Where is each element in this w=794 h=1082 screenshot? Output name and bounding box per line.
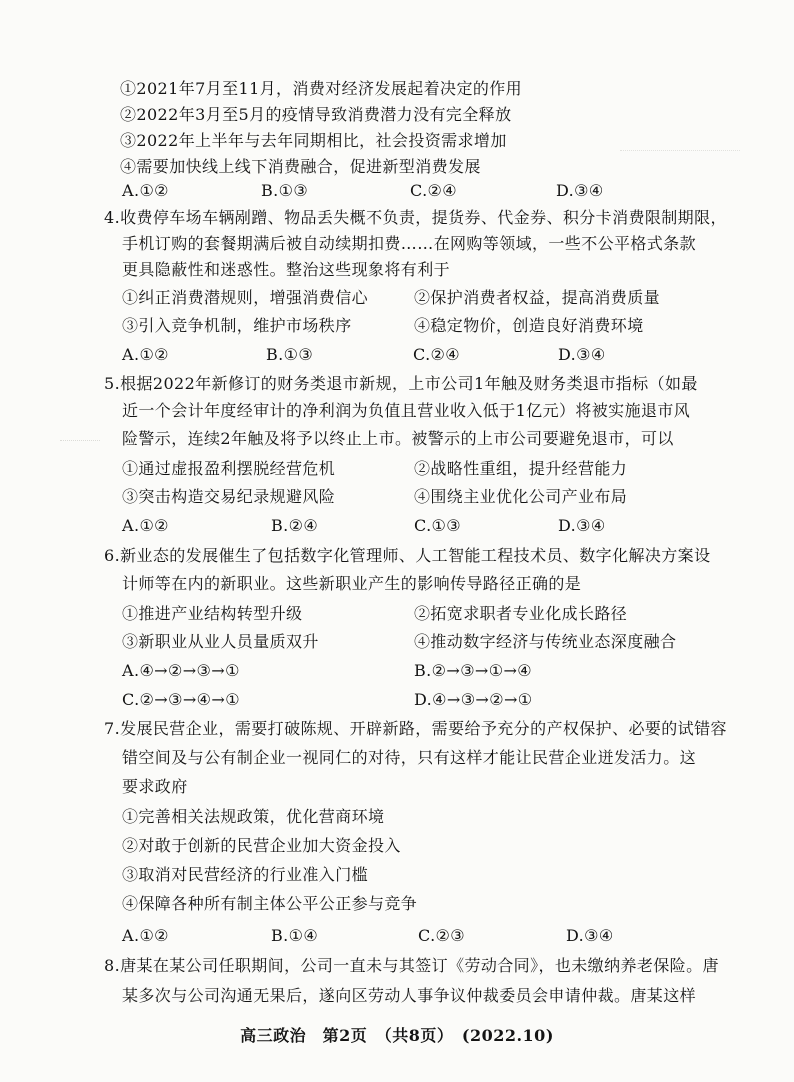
q7-item-3: ③取消对民营经济的行业准入门槛 [122, 865, 369, 884]
choice-b: B.②→③→①→④ [414, 661, 533, 680]
q4-item-1: ①纠正消费潜规则，增强消费信心 [122, 288, 369, 307]
bleed-through-mark [60, 440, 100, 451]
q5-stem-line-2: 近一个会计年度经审计的净利润为负值且营业收入低于1亿元）将被实施退市风 [122, 401, 691, 420]
q3-item-4: ④需要加快线上线下消费融合，促进新型消费发展 [120, 157, 481, 176]
choice-c: C.②③ [418, 926, 466, 945]
q7-stem-line-1: 7.发展民营企业，需要打破陈规、开辟新路，需要给予充分的产权保护、必要的试错容 [104, 719, 727, 738]
choice-a: A.①② [122, 345, 169, 364]
choice-d: D.③④ [558, 516, 606, 535]
choice-a: A.①② [122, 516, 169, 535]
choice-a: A.④→②→③→① [122, 661, 240, 680]
q5-stem-line-3: 险警示，连续2年触及将予以终止上市。被警示的上市公司要避免退市，可以 [122, 429, 674, 448]
choice-a: A.①② [122, 181, 169, 200]
q3-item-3: ③2022年上半年与去年同期相比，社会投资需求增加 [120, 131, 507, 150]
q6-stem-line-1: 6.新业态的发展催生了包括数字化管理师、人工智能工程技术员、数字化解决方案设 [104, 546, 711, 565]
q7-stem-line-3: 要求政府 [122, 777, 188, 796]
choice-c: C.②④ [410, 181, 458, 200]
choice-c: C.②→③→④→① [122, 690, 240, 709]
q5-stem-line-1: 5.根据2022年新修订的财务类退市新规，上市公司1年触及财务类退市指标（如最 [104, 374, 698, 393]
q6-item-3: ③新职业从业人员量质双升 [122, 632, 319, 651]
q5-item-4: ④围绕主业优化公司产业布局 [414, 487, 628, 506]
q4-item-4: ④稳定物价，创造良好消费环境 [414, 316, 644, 335]
q4-item-3: ③引入竞争机制，维护市场秩序 [122, 316, 352, 335]
choice-d: D.③④ [566, 926, 614, 945]
q4-stem-line-2: 手机订购的套餐期满后被自动续期扣费……在网购等领域，一些不公平格式条款 [122, 234, 697, 253]
q7-item-2: ②对敢于创新的民营企业加大资金投入 [122, 836, 401, 855]
choice-b: B.②④ [271, 516, 319, 535]
choice-b: B.①③ [261, 181, 309, 200]
q7-item-1: ①完善相关法规政策，优化营商环境 [122, 807, 385, 826]
choice-d: D.③④ [556, 181, 604, 200]
q8-stem-line-2: 某多次与公司沟通无果后，遂向区劳动人事争议仲裁委员会申请仲裁。唐某这样 [122, 986, 697, 1005]
q6-item-1: ①推进产业结构转型升级 [122, 604, 303, 623]
choice-a: A.①② [122, 926, 169, 945]
q4-stem-line-3: 更具隐蔽性和迷惑性。整治这些现象将有利于 [122, 260, 451, 279]
q4-item-2: ②保护消费者权益，提高消费质量 [414, 288, 661, 307]
bleed-through-mark [620, 150, 740, 161]
q5-item-1: ①通过虚报盈利摆脱经营危机 [122, 459, 336, 478]
q5-item-2: ②战略性重组，提升经营能力 [414, 459, 628, 478]
q7-stem-line-2: 错空间及与公有制企业一视同仁的对待，只有这样才能让民营企业迸发活力。这 [122, 748, 697, 767]
choice-d: D.④→③→②→① [414, 690, 533, 709]
choice-d: D.③④ [558, 345, 606, 364]
choice-b: B.①③ [266, 345, 314, 364]
q3-item-1: ①2021年7月至11月，消费对经济发展起着决定的作用 [120, 79, 523, 98]
q8-stem-line-1: 8.唐某在某公司任职期间，公司一直未与其签订《劳动合同》，也未缴纳养老保险。唐 [104, 956, 719, 975]
q5-item-3: ③突击构造交易纪录规避风险 [122, 487, 336, 506]
q6-stem-line-2: 计师等在内的新职业。这些新职业产生的影响传导路径正确的是 [122, 574, 582, 593]
choice-b: B.①④ [271, 926, 319, 945]
page-footer: 高三政治 第2页 （共8页） (2022.10) [240, 1026, 554, 1045]
choice-c: C.②④ [413, 345, 461, 364]
choice-c: C.①③ [414, 516, 462, 535]
q7-item-4: ④保障各种所有制主体公平公正参与竞争 [122, 894, 418, 913]
q6-item-4: ④推动数字经济与传统业态深度融合 [414, 632, 677, 651]
q6-item-2: ②拓宽求职者专业化成长路径 [414, 604, 628, 623]
q3-item-2: ②2022年3月至5月的疫情导致消费潜力没有完全释放 [120, 105, 512, 124]
q4-stem-line-1: 4.收费停车场车辆剐蹭、物品丢失概不负责，提货券、代金券、积分卡消费限制期限， [104, 208, 727, 227]
